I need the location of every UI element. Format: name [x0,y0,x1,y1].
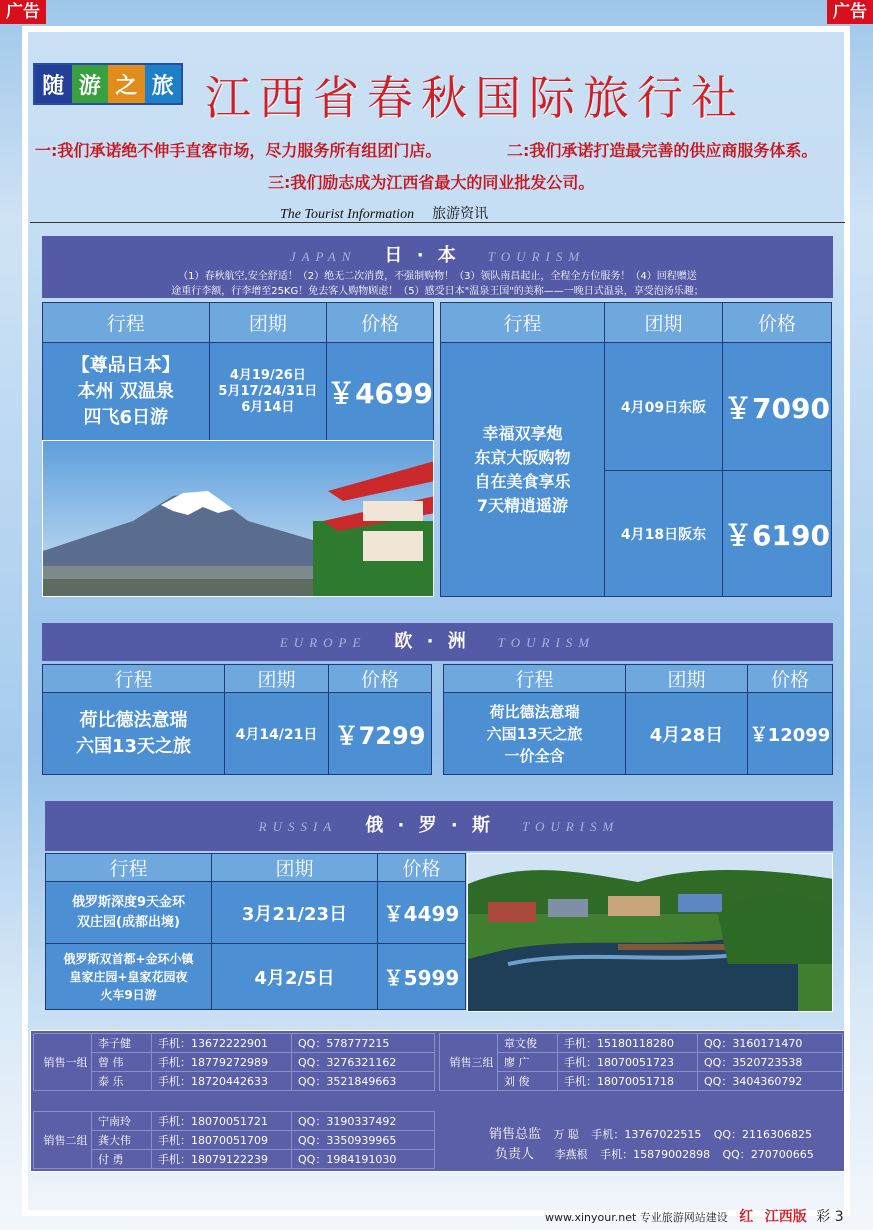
japan-table-left: 行程 团期 价格 【尊品日本】 本州 双温泉 四飞6日游 4月19/26日 5月17/24/31日 6月14日 ￥4699 [42,302,434,441]
japan-desc-2: 途重行李额，行李增至25KG！免去客人购物顾虑！（5）感受日本"温泉王国"的美称——一晚日式温泉，享受泡汤乐趣； [171,286,704,297]
sales-head: 负责人 李燕根 手机：15879002898 QQ：270700665 [495,1147,814,1162]
ad-label-right: 广告 [827,0,873,24]
footer-edition: 江西版 [764,1209,807,1225]
logo-char: 随 [35,65,72,103]
promise-1: 一:我们承诺绝不伸手直客市场，尽力服务所有组团门店。 [35,141,442,160]
russia-village-photo [467,853,833,1012]
europe-table-right: 行程 团期 价格 荷比德法意瑞 六国13天之旅 一价全含 4月28日 ￥12099 [443,664,833,775]
footer-mark: 红 [739,1209,754,1225]
japan-fuji-photo [42,440,434,597]
russia-table: 行程 团期 价格 俄罗斯深度9天金环 双庄园(成都出境) 3月21/23日 ￥4499 俄罗斯双首都+金环小镇 皇家庄园+皇家花园夜 火车9日游 4月2/5日 ￥5999 [45,853,466,1010]
logo [33,63,183,105]
company-title: 江西省春秋国际旅行社 [205,71,745,125]
logo-char: 游 [72,65,109,103]
footer-url: www.xinyour.net 专业旅游网站建设 [545,1211,728,1224]
sales-director: 销售总监 万 聪 手机：13767022515 QQ：2116306825 [489,1127,813,1142]
promise-3: 三:我们励志成为江西省最大的同业批发公司。 [268,173,595,192]
russia-band: RUSSIA 俄 · 罗 · 斯 TOURISM [45,801,833,851]
footer-page: 彩 3 [816,1209,844,1225]
tourist-info-heading: The Tourist Information 旅游资讯 [280,206,489,222]
promise-2: 二:我们承诺打造最完善的供应商服务体系。 [507,141,818,160]
japan-band: JAPAN 日 · 本 TOURISM （1）春秋航空,安全舒适！（2）绝无二次消费，不强制购物！（3）领队南昌起止，全程全方位服务！（4）回程赠送 途重行李额，行李增至25KG！免去客人购物顾虑！（5）感受日本"温泉王国"的美称——一晚日式温泉，享受泡汤乐趣； [42,236,833,298]
japan-table-right: 行程 团期 价格 幸福双享炮 东京大阪购物 自在美食享乐 7天精逍遥游 4月09日东阪 ￥7090 4月18日阪东 ￥6190 [440,302,832,597]
logo-char: 旅 [145,65,182,103]
sales-contacts [30,1030,845,1172]
divider [30,222,845,223]
sales-group-1: 销售一组 李子健 手机：13672222901 QQ：578777215 曾 伟 手机：18779272989 QQ：3276321162 泰 乐 手机：18720442633 QQ：3521849663 [33,1033,435,1091]
japan-desc-1: （1）春秋航空,安全舒适！（2）绝无二次消费，不强制购物！（3）领队南昌起止，全程全方位服务！（4）回程赠送 [178,271,697,282]
logo-char: 之 [108,65,145,103]
footer [545,1206,844,1226]
sales-group-2: 销售二组 宁南玲 手机：18070051721 QQ：3190337492 龚大伟 手机：18070051709 QQ：3350939965 付 勇 手机：18079122239 QQ：1984191030 [33,1111,435,1169]
sales-group-3: 销售三组 章文俊 手机：15180118280 QQ：3160171470 廖 广 手机：18070051723 QQ：3520723538 刘 俊 手机：18070051718 QQ：3404360792 [439,1033,843,1091]
ad-label-left: 广告 [0,0,46,24]
europe-table-left: 行程 团期 价格 荷比德法意瑞 六国13天之旅 4月14/21日 ￥7299 [42,664,432,775]
europe-band: EUROPE 欧 · 洲 TOURISM [42,623,833,661]
